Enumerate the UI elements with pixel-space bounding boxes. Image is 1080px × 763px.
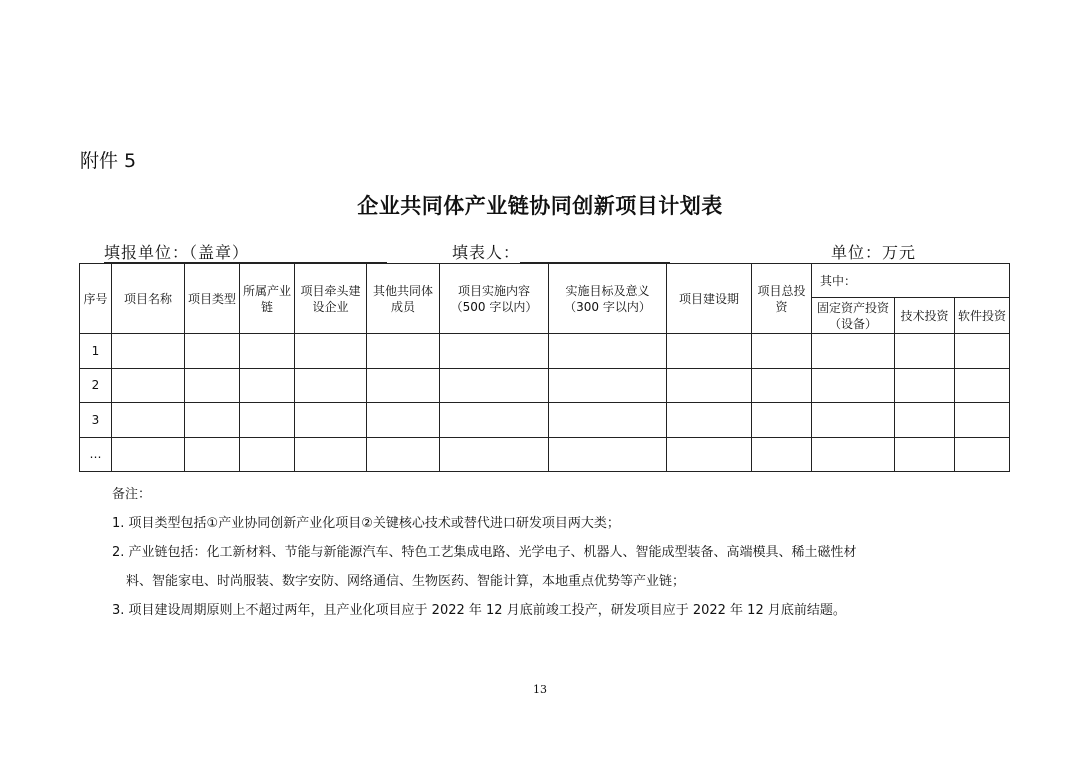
- header-lead: 项目牵头建设企业: [295, 264, 367, 334]
- table-cell: [185, 334, 240, 369]
- table-cell: [895, 437, 955, 472]
- table-cell: [295, 403, 367, 438]
- plan-table: [79, 263, 1010, 472]
- header-seq: 序号: [80, 264, 112, 334]
- row-seq: 3: [80, 403, 112, 438]
- table-cell: [549, 368, 667, 403]
- table-cell: [240, 334, 295, 369]
- row-seq: 2: [80, 368, 112, 403]
- table-cell: [185, 368, 240, 403]
- table-row: [80, 403, 1010, 438]
- table-cell: [667, 403, 752, 438]
- fill-unit-line: [249, 244, 387, 263]
- money-unit-label: 单位：万元: [831, 243, 917, 262]
- table-cell: [752, 403, 812, 438]
- header-period: 项目建设期: [667, 264, 752, 334]
- table-cell: [112, 437, 185, 472]
- table-cell: [549, 334, 667, 369]
- table-cell: [752, 334, 812, 369]
- table-cell: [367, 334, 440, 369]
- page-number: 13: [533, 683, 547, 696]
- table-cell: [955, 437, 1010, 472]
- note-item: 1. 项目类型包括①产业协同创新产业化项目②关键核心技术或替代进口研发项目两大类；: [112, 516, 620, 531]
- table-cell: [185, 403, 240, 438]
- note-item: 2. 产业链包括：化工新材料、节能与新能源汽车、特色工艺集成电路、光学电子、机器人、智能成型装备、高端模具、稀土磁性材: [112, 545, 857, 560]
- header-fixed: 固定资产投资（设备）: [812, 298, 895, 334]
- table-cell: [667, 437, 752, 472]
- table-cell: [367, 368, 440, 403]
- header-type: 项目类型: [185, 264, 240, 334]
- table-cell: [955, 368, 1010, 403]
- row-seq: …: [80, 437, 112, 472]
- header-chain: 所属产业链: [240, 264, 295, 334]
- table-cell: [112, 403, 185, 438]
- notes-title: 备注：: [112, 487, 152, 502]
- table-row: [80, 334, 1010, 369]
- table-cell: [440, 334, 549, 369]
- notes-section: [112, 480, 857, 625]
- table-cell: [295, 368, 367, 403]
- page-title: 企业共同体产业链协同创新项目计划表: [357, 194, 723, 218]
- table-cell: [549, 437, 667, 472]
- table-cell: [549, 403, 667, 438]
- table-cell: [895, 403, 955, 438]
- table-cell: [185, 437, 240, 472]
- table-cell: [240, 403, 295, 438]
- fill-person-field: [452, 240, 670, 264]
- header-software: 软件投资: [955, 298, 1010, 334]
- table-cell: [895, 334, 955, 369]
- table-cell: [812, 334, 895, 369]
- table-cell: [752, 368, 812, 403]
- header-content: 项目实施内容（500 字以内）: [440, 264, 549, 334]
- fill-person-line: [520, 244, 670, 263]
- table-cell: [667, 368, 752, 403]
- table-cell: [240, 437, 295, 472]
- table-cell: [667, 334, 752, 369]
- table-cell: [812, 403, 895, 438]
- table-cell: [367, 437, 440, 472]
- attachment-label: 附件 5: [80, 150, 137, 172]
- table-cell: [240, 368, 295, 403]
- fill-unit-label: 填报单位：（盖章）: [104, 243, 250, 262]
- table-cell: [812, 368, 895, 403]
- note-item: 3. 项目建设周期原则上不超过两年，且产业化项目应于 2022 年 12 月底前竣工投产，研发项目应于 2022 年 12 月底前结题。: [112, 603, 846, 618]
- table-cell: [440, 368, 549, 403]
- table-cell: [367, 403, 440, 438]
- table-cell: [295, 334, 367, 369]
- table-cell: [112, 334, 185, 369]
- table-cell: [440, 437, 549, 472]
- table-cell: [955, 334, 1010, 369]
- table-cell: [752, 437, 812, 472]
- row-seq: 1: [80, 334, 112, 369]
- table-row: [80, 368, 1010, 403]
- note-item-continued: 料、智能家电、时尚服装、数字安防、网络通信、生物医药、智能计算，本地重点优势等产业链；: [126, 574, 686, 589]
- header-total: 项目总投资: [752, 264, 812, 334]
- table-cell: [440, 403, 549, 438]
- table-cell: [812, 437, 895, 472]
- table-cell: [112, 368, 185, 403]
- header-goal: 实施目标及意义（300 字以内）: [549, 264, 667, 334]
- fill-unit-field: [104, 240, 387, 264]
- table-cell: [895, 368, 955, 403]
- header-tech: 技术投资: [895, 298, 955, 334]
- table-cell: [295, 437, 367, 472]
- fill-person-label: 填表人：: [452, 243, 521, 262]
- header-of-which: 其中：: [812, 264, 1010, 298]
- header-members: 其他共同体成员: [367, 264, 440, 334]
- table-cell: [955, 403, 1010, 438]
- header-name: 项目名称: [112, 264, 185, 334]
- table-row: [80, 437, 1010, 472]
